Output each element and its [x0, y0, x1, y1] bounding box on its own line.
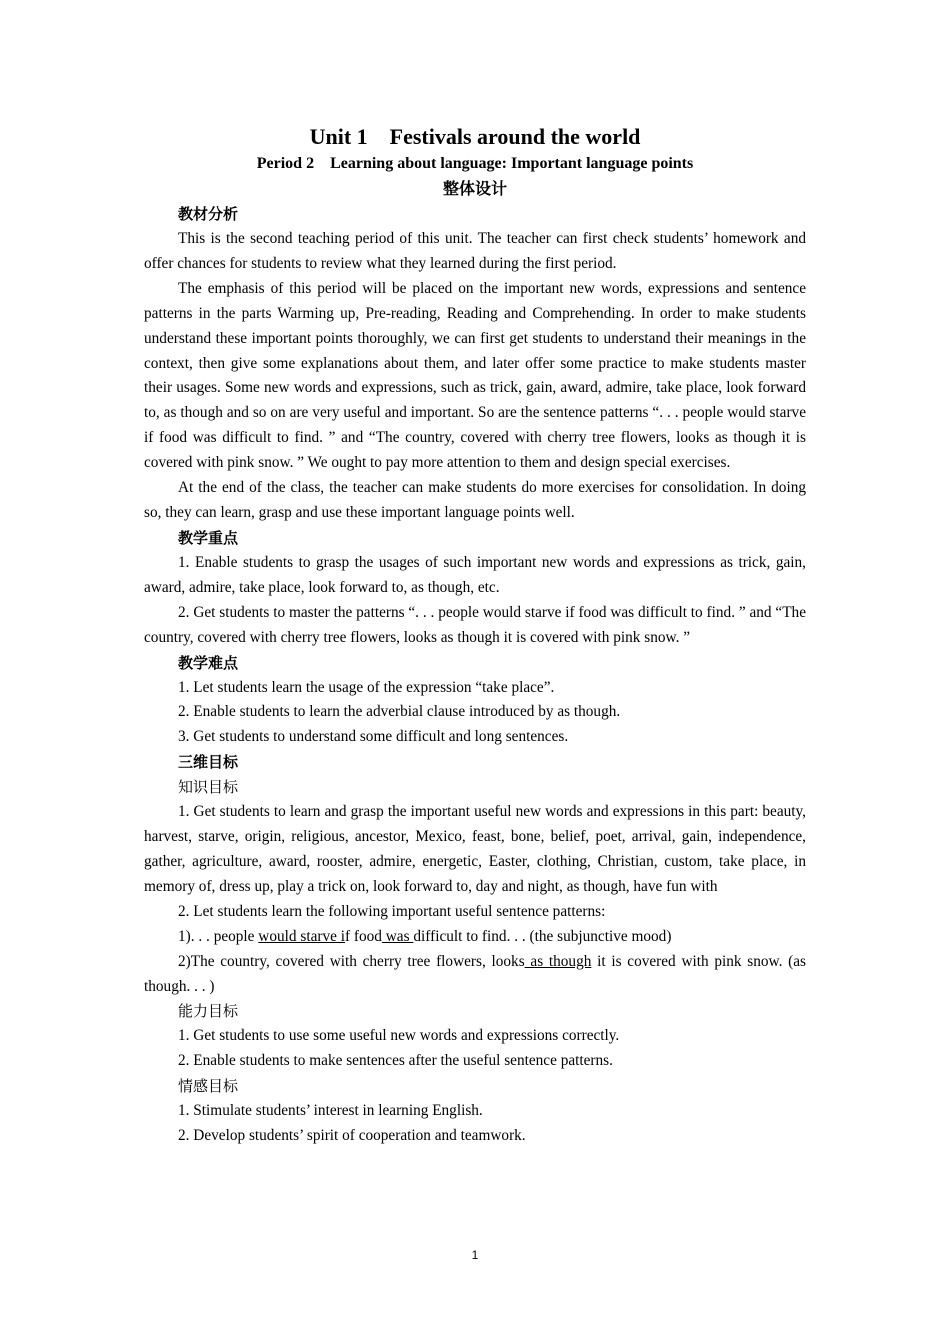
overall-design-heading: 整体设计 [442, 179, 507, 198]
analysis-paragraph-2: The emphasis of this period will be placed on the important new words, expressions and sentence patterns in the parts Warming up, Pre-reading, Reading and Comprehending. In order to make students understand these important points thoroughly, we can first get students to understand their meanings in the context, then give some explanations about them, and later offer some practice to make students master their usages. Some new words and expressions, such as trick, gain, award, admire, take place, look forward to, as though and so on are very useful and important. So are the sentence patterns “. . . people would starve if food was difficult to find. ” and “The country, covered with cherry tree flowers, looks as though it is covered with pink snow. ” We ought to pay more attention to them and design special exercises. [144, 279, 806, 472]
difficulty-item: 3. Get students to understand some difficult and long sentences. [178, 728, 569, 746]
knowledge-objective-item: 1. Get students to learn and grasp the important useful new words and expressions in this part: beauty, harvest, starve, origin, religious, ancestor, Mexico, feast, bone, belief, poet, arrival, gain, independence, gather, agriculture, award, rooster, admire, energetic, Easter, clothing, Christian, custom, take place, in memory of, dress up, play a trick on, look forward to, day and night, as though, have fun with [144, 803, 806, 895]
key-point-item: 1. Enable students to grasp the usages of such important new words and expressions as trick, gain, award, admire, take place, look forward to, as though, etc. [144, 553, 806, 596]
pattern-text: 1). . . people [178, 927, 259, 945]
document-body [144, 122, 806, 1149]
pattern-text: 2)The country, covered with cherry tree flowers, looks [178, 952, 525, 970]
difficulty-item: 1. Let students learn the usage of the expression “take place”. [178, 678, 555, 696]
key-point-item: 2. Get students to master the patterns “. . . people would starve if food was difficult to find. ” and “The country, covered with cherry tree flowers, looks as though it is covered with pink snow. ” [144, 603, 806, 646]
ability-objective-item: 2. Enable students to make sentences after the useful sentence patterns. [178, 1052, 613, 1070]
analysis-paragraph-1: This is the second teaching period of this unit. The teacher can first check students’ homework and offer chances for students to review what they learned during the first period. [144, 230, 806, 272]
ability-objective-item: 1. Get students to use some useful new words and expressions correctly. [178, 1027, 620, 1045]
page-number: 1 [471, 1248, 479, 1262]
unit-title: Unit 1 Festivals around the world [309, 124, 641, 149]
pattern-text: difficult to find. . . (the subjunctive mood) [413, 927, 672, 945]
objectives-heading: 三维目标 [178, 753, 239, 772]
period-subtitle: Period 2 Learning about language: Important language points [256, 155, 694, 172]
key-points-heading: 教学重点 [178, 528, 239, 547]
underlined-text: was [381, 927, 414, 945]
sentence-pattern-1 [144, 925, 806, 950]
emotion-objectives-heading: 情感目标 [178, 1077, 239, 1096]
analysis-paragraph-3: At the end of the class, the teacher can make students do more exercises for consolidation. In doing so, they can learn, grasp and use these important language points well. [144, 479, 806, 521]
emotion-objective-item: 1. Stimulate students’ interest in learning English. [178, 1102, 483, 1120]
difficulty-item: 2. Enable students to learn the adverbial clause introduced by as though. [178, 703, 621, 721]
underlined-text: would starve i [258, 927, 345, 945]
difficulties-heading: 教学难点 [178, 653, 239, 672]
knowledge-objectives-heading: 知识目标 [178, 778, 239, 797]
textbook-analysis-heading: 教材分析 [178, 205, 239, 223]
ability-objectives-heading: 能力目标 [178, 1002, 239, 1021]
pattern-text: it is covered with pink snow. (as though. . . ) [144, 952, 806, 995]
sentence-pattern-2 [144, 950, 806, 1000]
knowledge-objective-item: 2. Let students learn the following important useful sentence patterns: [178, 902, 606, 920]
pattern-text: f food [344, 927, 382, 945]
emotion-objective-item: 2. Develop students’ spirit of cooperation and teamwork. [178, 1127, 526, 1145]
underlined-text: as though [524, 952, 592, 970]
